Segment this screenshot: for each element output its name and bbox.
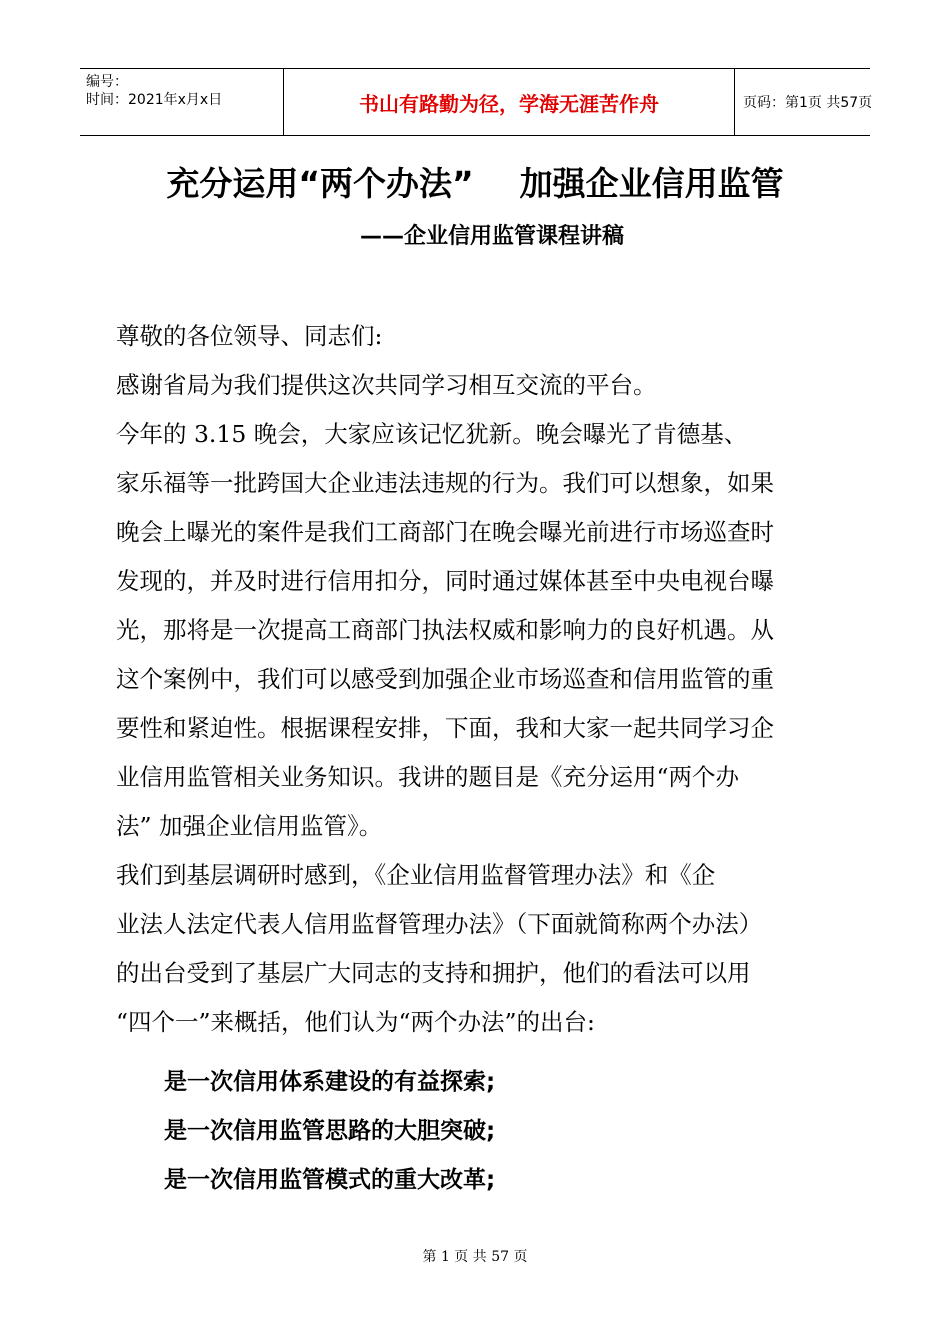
- doc-number-label: 编号：: [86, 74, 128, 90]
- header-page-info: 页码：第1页 共57页: [743, 95, 873, 111]
- header-motto: 书山有路勤为径，学海无涯苦作舟: [283, 69, 735, 135]
- page-header: [80, 68, 873, 136]
- key-points: [164, 1058, 894, 1205]
- key-point: 是一次信用监管思路的大胆突破;: [164, 1118, 496, 1144]
- body-paragraphs: [116, 312, 846, 1047]
- header-meta: [80, 69, 283, 135]
- key-point: 是一次信用监管模式的重大改革;: [164, 1167, 496, 1193]
- body-line: 业信用监管相关业务知识。我讲的题目是《充分运用“两个办: [116, 763, 740, 791]
- body-line: 法” 加强企业信用监管》。: [116, 812, 383, 840]
- body-line: 的出台受到了基层广大同志的支持和拥护，他们的看法可以用: [116, 959, 751, 987]
- key-point: 是一次信用体系建设的有益探索;: [164, 1069, 496, 1095]
- document-subtitle: ——企业信用监管课程讲稿: [360, 224, 625, 249]
- body-line: 我们到基层调研时感到，《企业信用监督管理办法》和《企: [116, 861, 716, 889]
- body-line: 这个案例中，我们可以感受到加强企业市场巡查和信用监管的重: [116, 665, 774, 693]
- body-line: 光，那将是一次提高工商部门执法权威和影响力的良好机遇。从: [116, 616, 774, 644]
- body-line: 晚会上曝光的案件是我们工商部门在晚会曝光前进行市场巡查时: [116, 518, 774, 546]
- body-line: 家乐福等一批跨国大企业违法违规的行为。我们可以想象，如果: [116, 469, 774, 497]
- body-line: 感谢省局为我们提供这次共同学习相互交流的平台。: [116, 371, 657, 399]
- body-line: 业法人法定代表人信用监督管理办法》（下面就简称两个办法）: [116, 910, 763, 938]
- page-footer: 第 1 页 共 57 页: [422, 1249, 528, 1265]
- body-line: 要性和紧迫性。根据课程安排，下面，我和大家一起共同学习企: [116, 714, 774, 742]
- body-line: 今年的 3.15 晚会，大家应该记忆犹新。晚会曝光了肯德基、: [116, 420, 748, 448]
- body-line: 尊敬的各位领导、同志们:: [116, 322, 383, 350]
- document-title: 充分运用“两个办法” 加强企业信用监管: [166, 164, 784, 203]
- body-line: “四个一”来概括，他们认为“两个办法”的出台:: [116, 1008, 595, 1036]
- doc-date-label: 时间：2021年x月x日: [86, 92, 223, 108]
- body-line: 发现的，并及时进行信用扣分，同时通过媒体甚至中央电视台曝: [116, 567, 774, 595]
